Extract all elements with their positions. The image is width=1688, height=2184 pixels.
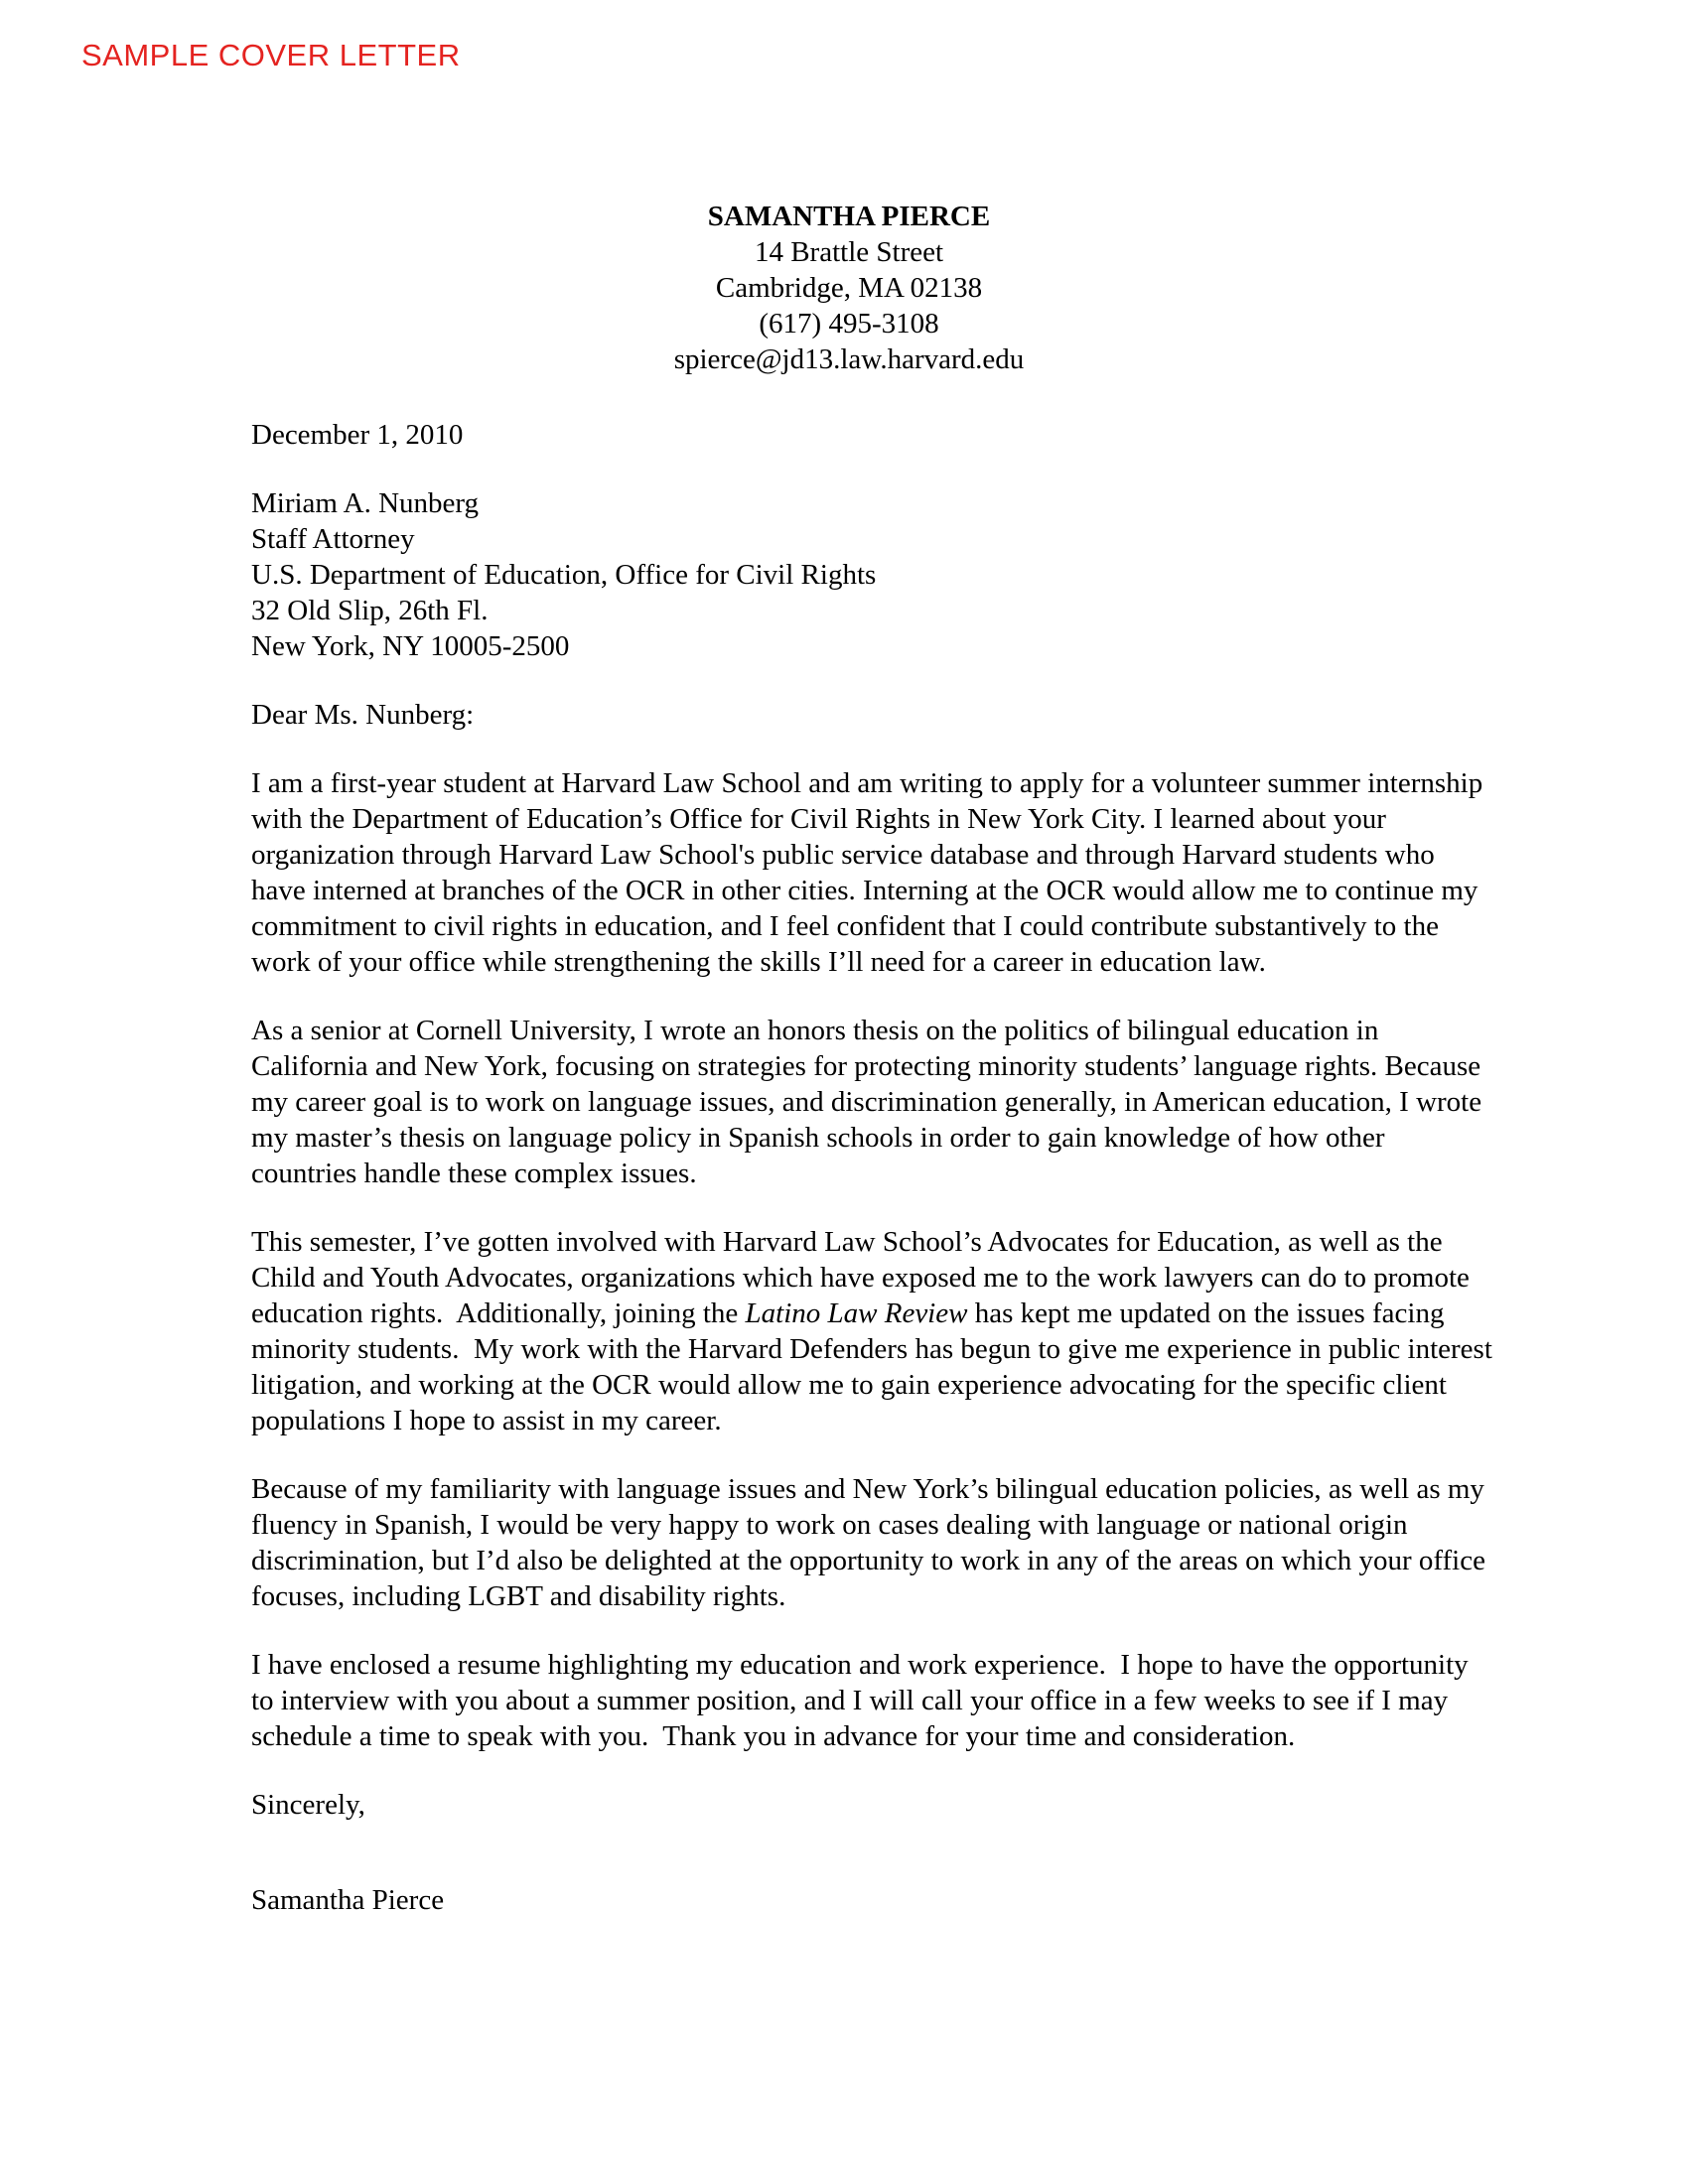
cover-letter [251,199,1500,1918]
valediction [251,1787,1492,1823]
date-line [251,417,1492,453]
body-paragraph-4: Because of my familiarity with language issues and New York’s bilingual education policies, as well as my fluency in Spanish, I would be very happy to work on cases dealing with language or national origin discrimination, but I’d also be delighted at the opportunity to work in any of the areas on which your office focuses, including LGBT and disability rights. [251,1473,1493,1612]
body-paragraph-3-before: This semester, I’ve gotten involved with Harvard Law School’s Advocates for Education, as well as the Child and Youth Advocates, organizations which have exposed me to the work lawyers can do to promote education rights. Additionally, joining the [251,1226,1477,1329]
letterhead-phone: (617) 495-3108 [759,308,939,340]
signature-text: Samantha Pierce [251,1884,445,1916]
letterhead-city-state-zip: Cambridge, MA 02138 [715,272,983,304]
signature [251,1882,1492,1918]
salutation [251,697,1492,733]
letterhead-name: SAMANTHA PIERCE [707,201,991,232]
letterhead [228,199,1470,377]
recipient-name: Miriam A. Nunberg [251,487,480,519]
body-paragraph-3 [251,1224,1500,1438]
sample-label: SAMPLE COVER LETTER [81,38,461,72]
body-paragraph-2: As a senior at Cornell University, I wrote an honors thesis on the politics of bilingual education in California and New York, focusing on strategies for protecting minority students’ language rights. Because my career goal is to work on language issues, and discrimination generally, in American education, I wrote my master’s thesis on language policy in Spanish schools in order to gain knowledge of how other countries handle these complex issues. [251,1015,1489,1189]
latino-law-review-italic: Latino Law Review [745,1297,968,1329]
recipient-address [251,485,1492,664]
recipient-street: 32 Old Slip, 26th Fl. [251,595,489,626]
recipient-title: Staff Attorney [251,523,415,555]
recipient-city-state-zip: New York, NY 10005-2500 [251,630,570,662]
body-paragraph-1: I am a first-year student at Harvard Law School and am writing to apply for a volunteer summer internship with the Department of Education’s Office for Civil Rights in New York City. I learned about your organization through Harvard Law School's public service database and through Harvard students who have interned at branches of the OCR in other cities. Interning at the OCR would allow me to continue my commitment to civil rights in education, and I feel confident that I could contribute substantively to the work of your office while strengthening the skills I’ll need for a career in education law. [251,767,1490,978]
letterhead-street: 14 Brattle Street [754,236,944,268]
letterhead-email: spierce@jd13.law.harvard.edu [673,343,1025,375]
salutation-text: Dear Ms. Nunberg: [251,699,475,731]
recipient-organization: U.S. Department of Education, Office for Civil Rights [251,559,877,591]
body-paragraph-5: I have enclosed a resume highlighting my education and work experience. I hope to have the opportunity to interview with you about a summer position, and I will call your office in a few weeks to see if I may schedule a time to speak with you. Thank you in advance for your time and consideration. [251,1649,1476,1752]
body-paragraph-3-after: has kept me updated on the issues facing minority students. My work with the Harvard Defenders has begun to give me experience in public interest litigation, and working at the OCR would allow me to gain experience advocating for the specific client populations I hope to assist in my career. [251,1297,1500,1436]
date: December 1, 2010 [251,419,464,451]
valediction-text: Sincerely, [251,1789,365,1821]
